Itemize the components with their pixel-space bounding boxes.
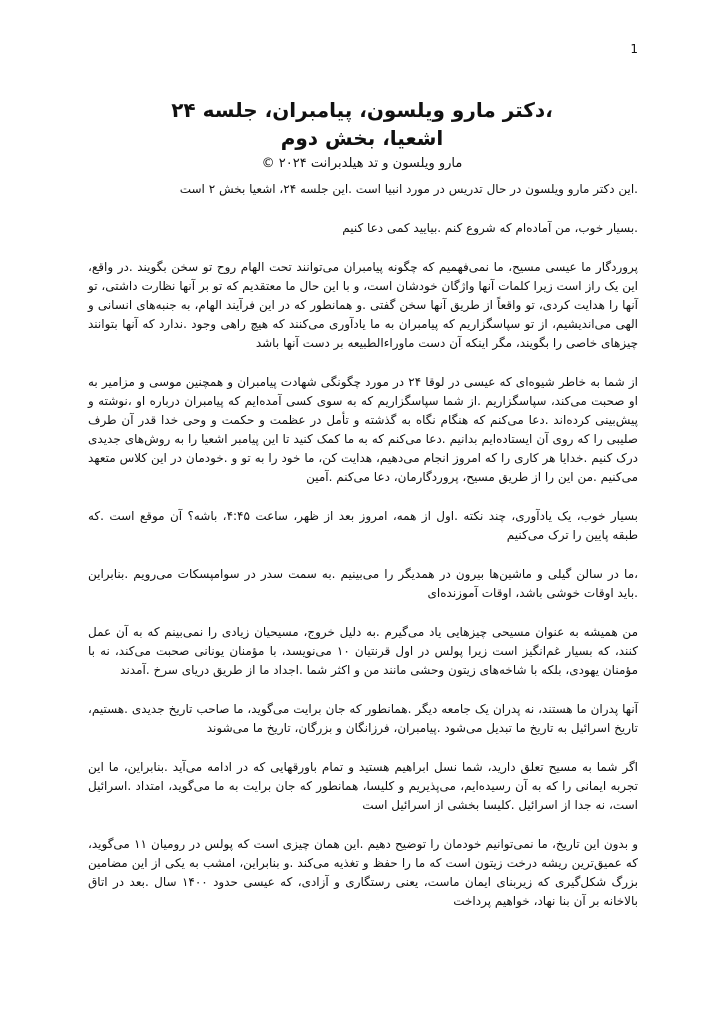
- document-title-line-2: اشعیا، بخش دوم: [280, 126, 444, 150]
- paragraph-5: بسیار خوب، یک یادآوری، چند نکته .اول از همه، امروز بعد از ظهر، ساعت ۴:۴۵، باشه؟ آن موقع است .که طبقه پایین را ترک می‌کنیم: [88, 509, 638, 542]
- page-number: 1: [630, 42, 638, 56]
- document-body: [88, 180, 638, 931]
- paragraph-3: پروردگار ما عیسی مسیح، ما نمی‌فهمیم که چگونه پیامبران می‌توانند تحت الهام روح تو سخن بگویند .در واقع، این یک راز است زیرا کلمات آنها واژگان خودشان است، و با این حال ما معتقدیم که تو بر آنها نظارت داشتی، تو آنها را هدایت کردی، تو واقعاً از طریق آنها سخن گفتی .و همانطور که در این فرآیند الهام، به جنبه‌های انسانی و الهی می‌اندیشیم، از تو سپاسگزاریم که پیامبران به ما یادآوری می‌کنند که هیچ راهی وجود .ندارد که آنها بتوانند چیزهای خاصی را بگویند، مگر اینکه آن دست ماوراءالطبیعه بر دست آنها باشد: [88, 260, 638, 350]
- copyright-line: مارو ویلسون و تد هیلدبرانت ۲۰۲۴ ©: [261, 156, 463, 171]
- paragraph-6: ،ما در سالن گیلی و ماشین‌ها بیرون در همدیگر را می‌بینیم .به سمت سدر در سوامپسکات می‌رویم .بنابراین .باید اوقات خوشی باشد، اوقات آموزنده‌ای: [88, 567, 638, 600]
- document-title-line-1: ،دکتر مارو ویلسون، پیامبران، جلسه ۲۴: [171, 98, 553, 122]
- paragraph-8: آنها پدران ما هستند، نه پدران یک جامعه دیگر .همانطور که جان برایت می‌گوید، ما صاحب تاریخ جدیدی .هستیم، تاریخ اسرائیل به تاریخ ما تبدیل می‌شود .پیامبران، فرزانگان و بزرگان، تاریخ ما می‌شوند: [88, 702, 638, 735]
- paragraph-10: و بدون این تاریخ، ما نمی‌توانیم خودمان را توضیح دهیم .این همان چیزی است که پولس در رومیان ۱۱ می‌گوید، که عمیق‌ترین ریشه درخت زیتون است که ما را حفظ و تغذیه می‌کند .و بنابراین، امشب به یکی از این مضامین بزرگ شکل‌گیری که زیربنای ایمان ماست، یعنی رستگاری و آزادی، که عیسی حدود ۱۴۰۰ سال .بعد در اتاق بالاخانه بر آن بنا نهاد، خواهیم پرداخت: [88, 837, 638, 908]
- paragraph-4: از شما به خاطر شیوه‌ای که عیسی در لوقا ۲۴ در مورد چگونگی شهادت پیامبران و همچنین موسی و مزامیر به او صحبت می‌کند، سپاسگزاریم .از شما سپاسگزاریم که به سوی کسی آمده‌ایم که پیامبران درباره او ،نوشته و پیش‌بینی کرده‌اند .دعا می‌کنم که هنگام نگاه به گذشته و تأمل در عظمت و حکمت و وحی خدا قدر آن طرف صلیبی را که روی آن ایستاده‌ایم بدانیم .دعا می‌کنم که به ما کمک کنید تا این پیامبر اشعیا را به روش‌های جدیدی درک کنیم .خدایا هر کاری را که امروز انجام می‌دهیم، هدایت کن، ما خود را به تو و .خودمان در این کلاس متعهد می‌کنیم .من این را از طریق مسیح، پروردگارمان، دعا می‌کنم .آمین: [88, 375, 638, 484]
- title-block: [90, 96, 634, 174]
- paragraph-9: اگر شما به مسیح تعلق دارید، شما نسل ابراهیم هستید و تمام باورقهایی که در ادامه می‌آید .بنابراین، ما این تجربه ایمانی را که به آن رسیده‌ایم، می‌پذیریم و کلیسا، همانطور که جان برایت به ما می‌گوید، امتداد .اسرائیل است، نه جدا از اسرائیل .کلیسا بخشی از اسرائیل است: [88, 760, 638, 812]
- paragraph-1: .این دکتر مارو ویلسون در حال تدریس در مورد انبیا است .این جلسه ۲۴، اشعیا بخش ۲ است: [179, 182, 638, 196]
- paragraph-7: من همیشه به عنوان مسیحی چیزهایی یاد می‌گیرم .به دلیل خروج، مسیحیان زیادی را نمی‌بینم که به آن عمل کنند، که بسیار غم‌انگیز است زیرا پولس در اول قرنتیان ۱۰ می‌نویسد، با مؤمنان یونانی صحبت می‌کند، نه با مؤمنان یهودی، بلکه با شاخه‌های زیتون وحشی مانند من و اکثر شما .اجداد ما از طریق دریای سرخ .آمدند: [88, 625, 638, 677]
- paragraph-2: .بسیار خوب، من آماده‌ام که شروع کنم .بیایید کمی دعا کنیم: [342, 221, 638, 235]
